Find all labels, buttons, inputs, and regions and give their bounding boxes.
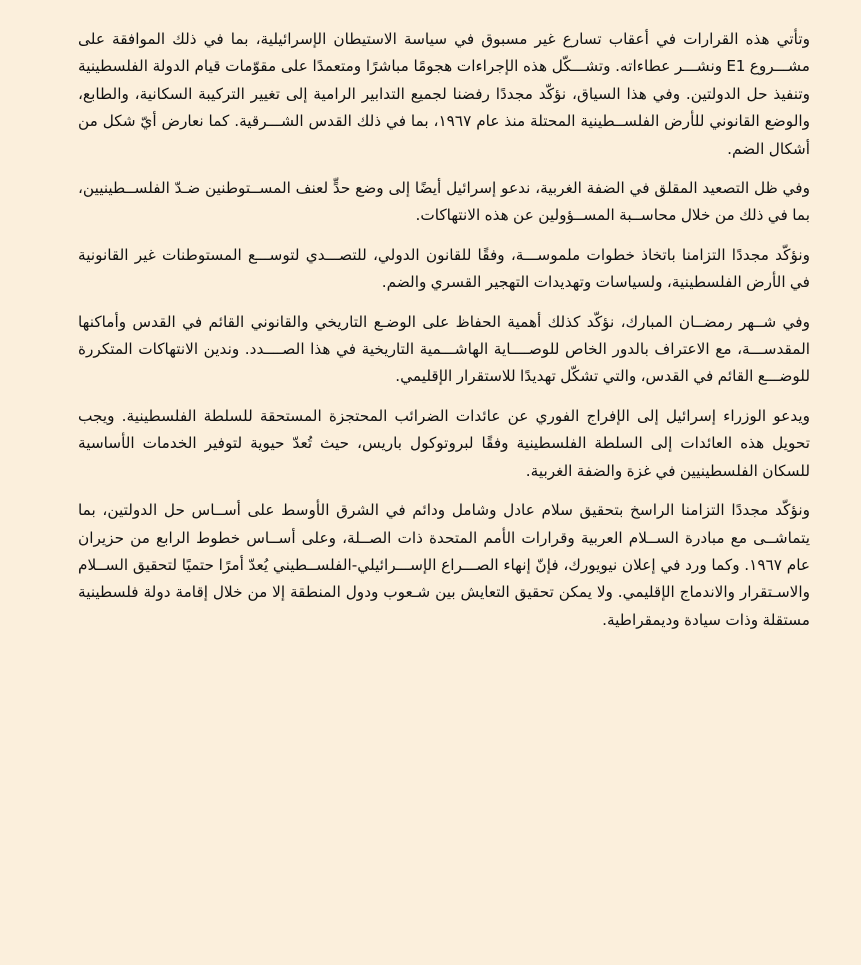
paragraph-tax-revenues: ويدعو الوزراء إسرائيل إلى الإفراج الفوري عن عائدات الضرائب المحتجزة المستحقة للسلطة الفلسطينية. ويجب تحويل هذه العائدات إلى السلطة الفلسطينية وفقًا لبروتوكول باريس، حيث تُعدّ حيوية لتوفير الخدمات الأساسية للسكان الفلسطينيين في غزة والضفة الغربية. (78, 406, 810, 480)
document-body (78, 26, 810, 646)
paragraph-settlement-expansion: ونؤكّد مجددًا التزامنا باتخاذ خطوات ملموســـة، وفقًا للقانون الدولي، للتصـــدي لتوســـع المستوطنات غير القانونية في الأرض الفلسطينية، ولسياسات وتهديدات التهجير القسري والضم. (78, 245, 810, 292)
paragraph-west-bank-violence: وفي ظل التصعيد المقلق في الضفة الغربية، ندعو إسرائيل أيضًا إلى وضع حدٍّ لعنف المســتوطنين ضـدّ الفلســطينيين، بما في ذلك من خلال محاســبة المســؤولين عن هذه الانتهاكات. (78, 179, 810, 225)
paragraph-two-state-solution: ونؤكّد مجددًا التزامنا الراسخ بتحقيق سلام عادل وشامل ودائم في الشرق الأوسط على أســاس حل الدولتين، بما يتماشــى مع مبادرة الســلام العربية وقرارات الأمم المتحدة ذات الصــلة، وعلى أســاس خطوط الرابع من حزيران عام ١٩٦٧. وكما ورد في إعلان نيويورك، فإنّ إنهاء الصـــراع الإســـرائيلي-الفلســطيني يُعدّ أمرًا حتميًا لتحقيق الســلام والاسـتقرار والاندماج الإقليمي. ولا يمكن تحقيق التعايش بين شـعوب ودول المنطقة إلا من خلال إقامة دولة فلسطينية مستقلة وذات سيادة وديمقراطية. (78, 501, 810, 629)
paragraph-settlement-policy: وتأتي هذه القرارات في أعقاب تسارع غير مسبوق في سياسة الاستيطان الإسرائيلية، بما في ذلك الموافقة على مشـــروع E1 ونشـــر عطاءاته. وتشـــكّل هذه الإجراءات هجومًا مباشرًا ومتعمدًا على مقوّمات قيام الدولة الفلسطينية وتنفيذ حل الدولتين. وفي هذا السياق، نؤكّد مجددًا رفضنا لجميع التدابير الرامية إلى تغيير التركيبة السكانية، والطابع، والوضع القانوني للأرض الفلســطينية المحتلة منذ عام ١٩٦٧، بما في ذلك القدس الشـــرقية. كما نعارض أيّ شكل من أشكال الضم. (78, 30, 810, 158)
paragraph-jerusalem-status-quo: وفي شــهر رمضــان المبارك، نؤكّد كذلك أهمية الحفاظ على الوضـع التاريخي والقانوني القائم في القدس وأماكنها المقدســـة، مع الاعتراف بالدور الخاص للوصــــاية الهاشـــمية التاريخية في هذا الصــــدد. وندين الانتهاكات المتكررة للوضـــع القائم في القدس، والتي تشكّل تهديدًا للاستقرار الإقليمي. (78, 312, 810, 386)
